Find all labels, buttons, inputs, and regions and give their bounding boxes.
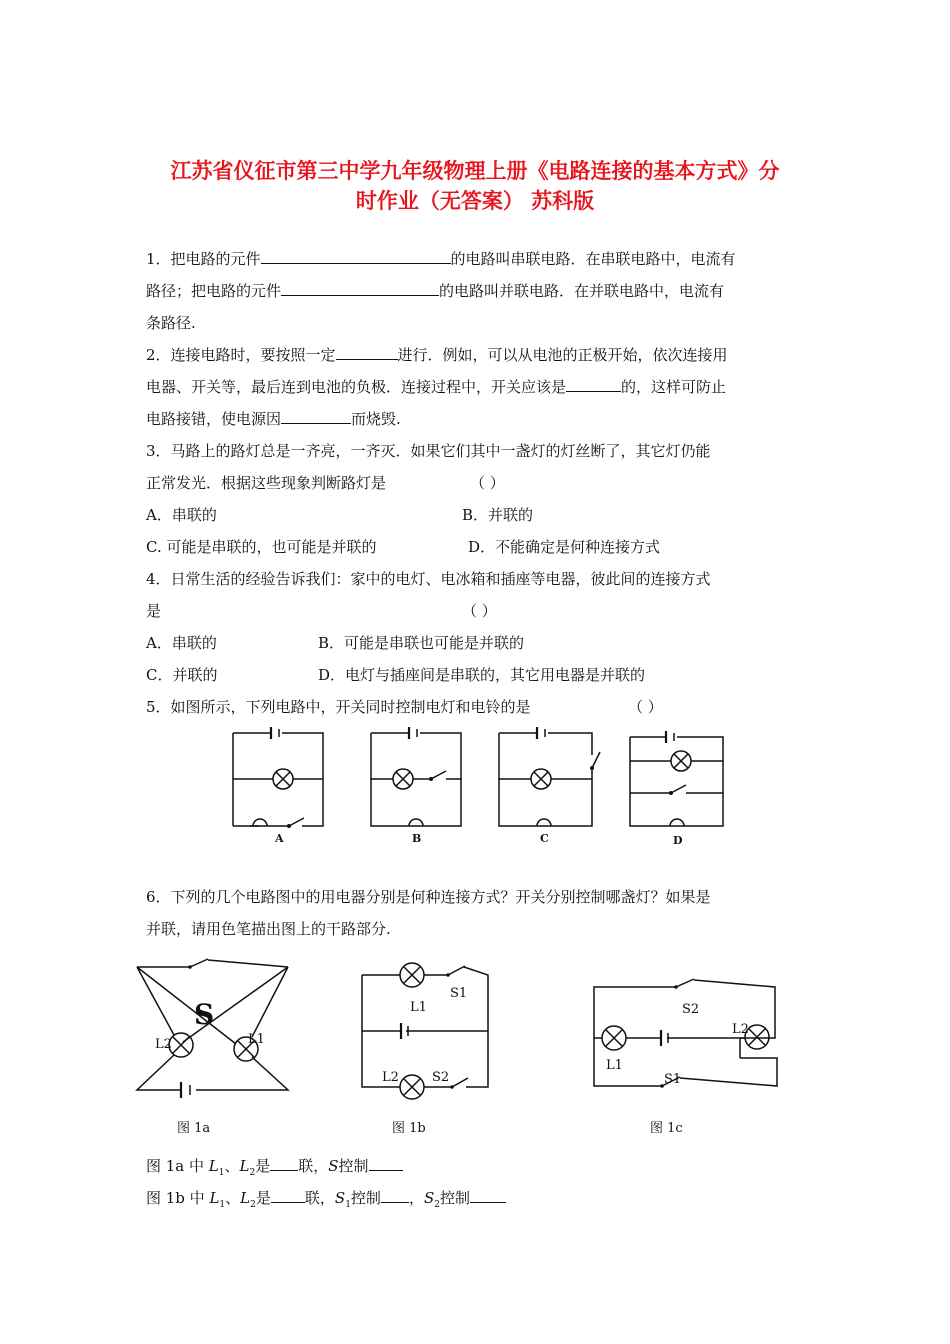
q3-answer-paren[interactable]: （ ） xyxy=(470,474,505,492)
q4-option-b[interactable]: B．可能是串联也可能是并联的 xyxy=(318,634,525,652)
is-text: 是 xyxy=(255,1189,271,1207)
switch-s1-icon xyxy=(446,966,465,977)
fig1a-switch-label: S xyxy=(194,998,215,1031)
is-text: 是 xyxy=(255,1157,271,1175)
q4-option-c[interactable]: C．并联的 xyxy=(146,666,218,684)
switch-s2-icon xyxy=(674,979,694,989)
fig1a-l2-label: L2 xyxy=(155,1037,172,1052)
q1-text-d: 的电路叫并联电路．在并联电路中，电流有 xyxy=(439,282,725,300)
switch-icon xyxy=(188,959,208,969)
q3-line1: 3．马路上的路灯总是一齐亮，一齐灭．如果它们其中一盏灯的灯丝断了，其它灯仍能 xyxy=(146,442,711,460)
l2-sub: 2 xyxy=(250,1200,256,1210)
page-title-line1: 江苏省仪征市第三中学九年级物理上册《电路连接的基本方式》分 xyxy=(170,159,780,183)
s1-sub: 1 xyxy=(345,1200,351,1210)
q2-text-f: 而烧毁. xyxy=(351,410,401,428)
lamp-l1-icon xyxy=(400,963,424,987)
q2-text-a: 2．连接电路时，要按照一定 xyxy=(146,346,336,364)
q4-line2: 是 xyxy=(146,602,162,620)
q1-line3: 条路径. xyxy=(146,314,196,332)
fill-1a xyxy=(146,1156,403,1183)
q2-text-e: 电路接错，使电源因 xyxy=(146,410,282,428)
fig1b-s1-label: S1 xyxy=(450,986,468,1001)
circuit-d-label: D xyxy=(673,834,683,847)
l1-sub: 1 xyxy=(219,1200,226,1210)
q6-line2: 并联，请用色笔描出图上的干路部分. xyxy=(146,920,391,938)
fill-1b-blank-s1[interactable] xyxy=(381,1188,409,1203)
q3-option-c[interactable]: C. 可能是串联的，也可能是并联的 xyxy=(146,538,377,556)
circuit-c-label: C xyxy=(540,832,549,845)
fig1b-caption: 图 1b xyxy=(392,1121,426,1136)
q1-text-b: 的电路叫串联电路．在串联电路中，电流有 xyxy=(450,250,736,268)
l1-symbol: L xyxy=(209,1189,220,1207)
fig1b-s2-label: S2 xyxy=(432,1070,450,1085)
switch-s2-icon xyxy=(450,1078,468,1089)
q2-text-d: 的，这样可防止 xyxy=(621,378,727,396)
q1-text-c: 路径；把电路的元件 xyxy=(146,282,282,300)
fig1b-l2-label: L2 xyxy=(382,1070,399,1085)
figure-1b xyxy=(362,963,488,1099)
lamp-l1-icon xyxy=(602,1026,626,1050)
l2-symbol: L xyxy=(239,1157,250,1175)
sep: 、 xyxy=(224,1157,240,1175)
circuit-a-label: A xyxy=(275,832,284,845)
lamp-l2-icon xyxy=(169,1033,193,1057)
fig1c-s1-label: S1 xyxy=(664,1072,682,1087)
s1-symbol: S xyxy=(334,1189,346,1207)
q2-text-c: 电器、开关等，最后连到电池的负极．连接过程中，开关应该是 xyxy=(146,378,567,396)
l1-symbol: L xyxy=(208,1157,219,1175)
fill-1a-text: 图 1a 中 xyxy=(146,1157,209,1175)
fig1c-l2-label: L2 xyxy=(732,1022,749,1037)
fig1c-l1-label: L1 xyxy=(606,1058,623,1073)
fill-1b xyxy=(146,1188,506,1215)
fill-1a-blank-ctrl[interactable] xyxy=(369,1156,403,1171)
lian-text: 联， xyxy=(298,1157,329,1175)
fill-1b-blank-type[interactable] xyxy=(271,1188,305,1203)
q3-option-b[interactable]: B．并联的 xyxy=(462,506,534,524)
fill-1b-blank-s2[interactable] xyxy=(470,1188,506,1203)
fig1c-caption: 图 1c xyxy=(650,1121,683,1136)
fig1a-l1-label: L1 xyxy=(248,1032,265,1047)
fig1a-caption: 图 1a xyxy=(177,1121,211,1136)
s2-sub: 2 xyxy=(434,1200,440,1210)
l2-sub: 2 xyxy=(249,1168,256,1178)
q4-option-d[interactable]: D．电灯与插座间是串联的，其它用电器是并联的 xyxy=(318,666,646,684)
fig1b-l1-label: L1 xyxy=(410,1000,427,1015)
q3-option-d[interactable]: D．不能确定是何种连接方式 xyxy=(468,538,661,556)
fill-1b-text: 图 1b 中 xyxy=(146,1189,210,1207)
lian-text: 联， xyxy=(304,1189,335,1207)
q5-line1: 5．如图所示，下列电路中，开关同时控制电灯和电铃的是 xyxy=(146,698,531,716)
q4-answer-paren[interactable]: （ ） xyxy=(462,602,497,620)
q3-line2: 正常发光．根据这些现象判断路灯是 xyxy=(146,474,387,492)
q5-answer-paren[interactable]: （ ） xyxy=(628,698,663,716)
lamp-l2-icon xyxy=(400,1075,424,1099)
q3-option-a[interactable]: A．串联的 xyxy=(146,506,217,524)
s-symbol: S xyxy=(328,1157,339,1175)
ctrl1-text: 控制 xyxy=(350,1189,381,1207)
fill-1a-blank-type[interactable] xyxy=(270,1156,298,1171)
l1-sub: 1 xyxy=(218,1168,225,1178)
q2-text-b: 进行．例如，可以从电池的正极开始，依次连接用 xyxy=(397,346,728,364)
sep: 、 xyxy=(225,1189,241,1207)
circuit-b-label: B xyxy=(412,832,422,845)
page-title-line2: 时作业（无答案） 苏科版 xyxy=(355,189,595,213)
s2-symbol: S xyxy=(423,1189,435,1207)
q6-line1: 6．下列的几个电路图中的用电器分别是何种连接方式？开关分别控制哪盏灯？如果是 xyxy=(146,888,711,906)
fig1c-s2-label: S2 xyxy=(682,1002,700,1017)
q1-text-a: 1．把电路的元件 xyxy=(146,250,261,268)
ctrl-text: 控制 xyxy=(338,1157,369,1175)
q4-line1: 4．日常生活的经验告诉我们：家中的电灯、电冰箱和插座等电器，彼此间的连接方式 xyxy=(146,570,711,588)
ctrl2-text: 控制 xyxy=(439,1189,470,1207)
l2-symbol: L xyxy=(240,1189,251,1207)
comma: ， xyxy=(408,1189,424,1207)
q4-option-a[interactable]: A．串联的 xyxy=(146,634,217,652)
